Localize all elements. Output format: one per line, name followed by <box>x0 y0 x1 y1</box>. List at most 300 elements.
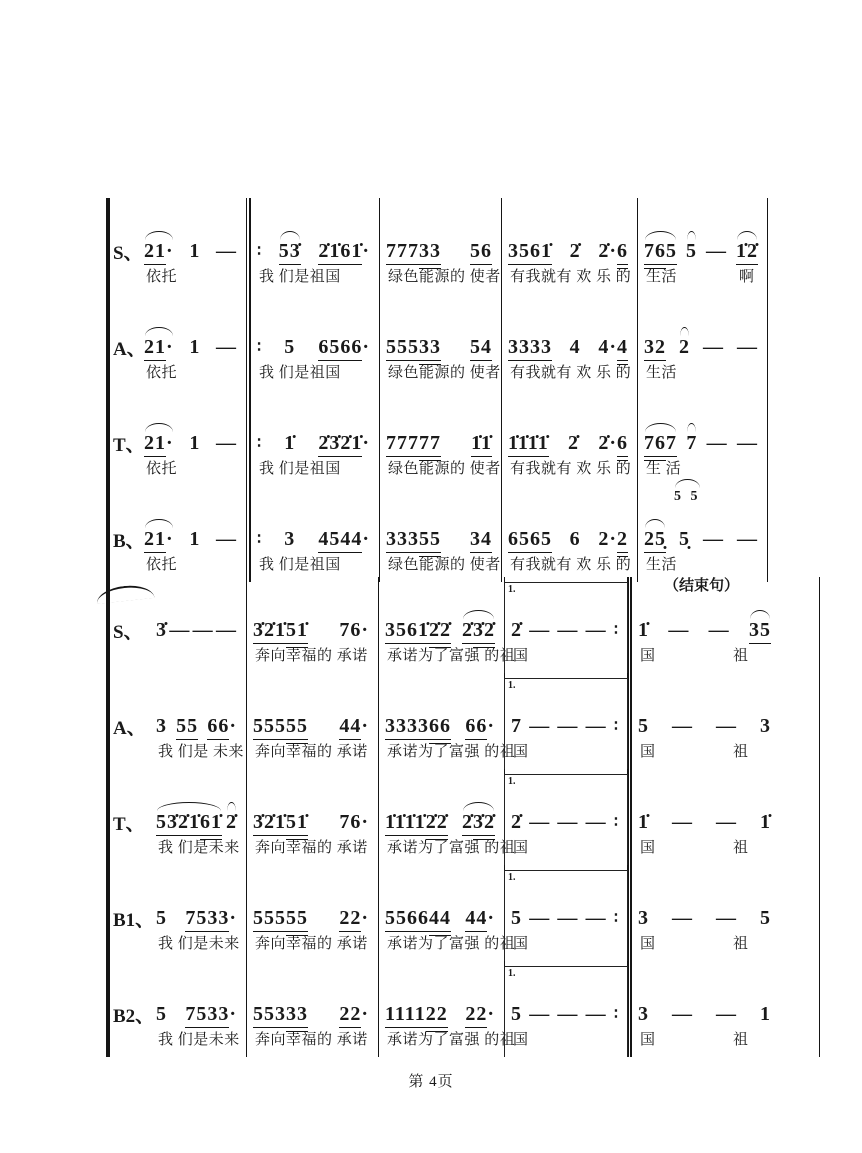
note-group <box>156 620 167 644</box>
note-segment: 66 <box>465 716 487 740</box>
lyric-line: 奔向幸福的 承诺 <box>255 840 368 856</box>
note-segment: · <box>487 715 495 737</box>
notes-line <box>502 529 637 553</box>
note-segment: 3̇2̇ <box>473 812 495 836</box>
lyric-line: 奔向幸福的 承诺 <box>255 1032 368 1048</box>
lyric-line: 国 <box>513 648 529 664</box>
note-segment: — <box>716 1003 737 1025</box>
lyric-line: 有我就有 欢 乐 的 <box>510 365 632 381</box>
note-group <box>339 716 369 740</box>
system-2 <box>106 577 820 1057</box>
measure <box>138 390 247 486</box>
measure <box>632 865 820 961</box>
notes-line <box>138 241 246 265</box>
note-segment: — <box>736 432 758 454</box>
notes-line <box>138 529 246 553</box>
note-segment: 5 <box>284 336 296 358</box>
note-group <box>716 716 737 740</box>
note-group <box>144 529 174 553</box>
note-segment: · <box>361 907 369 929</box>
note-segment: — <box>737 336 758 358</box>
repeat-end-colon: ∶ <box>613 814 618 831</box>
lyric-line: 国 祖 <box>640 744 749 760</box>
note-group <box>176 716 198 740</box>
note-segment: 553 <box>253 1004 286 1028</box>
notes-line <box>138 433 246 457</box>
measure <box>380 390 502 486</box>
note-segment: — <box>585 907 607 929</box>
note-segment: 2̇ <box>462 620 473 644</box>
note-segment: 1̇ <box>638 811 649 833</box>
lyric-line: 国 祖 <box>640 936 749 952</box>
measure <box>638 294 768 390</box>
note-group <box>253 620 308 644</box>
note-segment: 55 <box>176 716 198 740</box>
volta-label: 1. <box>508 872 516 883</box>
notes-line <box>505 908 627 932</box>
note-segment: — <box>585 1003 607 1025</box>
note-segment: 22 <box>465 1004 487 1028</box>
measure <box>138 486 247 582</box>
voice-part-label: S、 <box>113 243 143 264</box>
note-segment: — <box>585 715 607 737</box>
note-segment: 1̇1̇1̇1̇ <box>508 433 549 457</box>
voice-row <box>110 865 820 961</box>
page-number: 第 4页 <box>408 1074 454 1090</box>
notes-line <box>505 1004 627 1028</box>
measure <box>379 673 516 769</box>
note-segment: 1 <box>189 528 201 550</box>
note-segment: 53̇2̇1̇ <box>156 812 200 836</box>
note-group <box>189 433 200 457</box>
notes-line <box>632 908 819 932</box>
note-group <box>511 620 522 644</box>
note-segment: 44 <box>429 908 451 932</box>
note-segment: 3 <box>638 907 649 929</box>
note-segment: 7 <box>666 433 677 457</box>
measure <box>502 198 638 294</box>
lyric-line: 依托 <box>146 557 178 573</box>
note-group <box>586 908 607 932</box>
note-segment: 2̇ <box>569 240 581 262</box>
note-segment: — <box>706 240 727 262</box>
note-segment: 333 <box>386 529 419 553</box>
volta-label: 1. <box>508 680 516 691</box>
note-group <box>668 620 689 644</box>
lyric-line: 国 祖 <box>640 1032 749 1048</box>
note-group <box>760 1004 771 1028</box>
note-segment: 1̇ <box>760 811 771 833</box>
note-segment: 3 <box>638 1003 649 1025</box>
note-group <box>644 433 677 457</box>
notes-line <box>638 433 767 457</box>
note-group <box>386 337 441 361</box>
note-segment: 1111 <box>385 1004 426 1028</box>
note-group <box>511 1004 522 1028</box>
note-group <box>169 620 190 644</box>
note-segment: 33 <box>419 337 441 361</box>
lyric-line: 国 <box>513 744 529 760</box>
repeat-end-colon: ∶ <box>613 718 618 735</box>
note-group <box>686 241 697 265</box>
notes-line <box>380 529 501 553</box>
lyric-line: 依托 <box>146 269 178 285</box>
note-segment: 2̇ <box>568 432 580 454</box>
note-segment: 6566 <box>318 337 362 361</box>
measure <box>150 961 247 1057</box>
notes-line <box>247 812 378 836</box>
note-group <box>672 1004 693 1028</box>
note-segment: 2̇· <box>598 240 617 262</box>
note-group <box>586 812 607 836</box>
note-segment: — <box>557 1003 579 1025</box>
volta-label: 1. <box>508 584 516 595</box>
note-segment: 66 <box>207 716 229 740</box>
note-group <box>193 620 214 644</box>
note-group <box>385 620 451 644</box>
note-group <box>189 241 200 265</box>
note-segment: · <box>362 336 370 358</box>
note-group <box>706 241 727 265</box>
note-segment: 3333 <box>385 716 429 740</box>
note-group <box>144 337 174 361</box>
notes-line <box>505 716 627 740</box>
note-segment: · <box>166 240 174 262</box>
note-segment: 51̇ <box>286 812 308 836</box>
lyric-line: 有我就有 欢 乐 的 <box>510 557 632 573</box>
measure <box>505 865 632 961</box>
notes-line <box>247 908 378 932</box>
note-group <box>703 529 724 553</box>
note-segment: 3 <box>284 528 296 550</box>
note-segment: — <box>215 619 237 641</box>
note-segment: 21 <box>144 433 166 457</box>
note-segment: · <box>166 432 174 454</box>
note-segment: 2̇2̇ <box>429 620 451 644</box>
note-group <box>760 812 771 836</box>
measure <box>150 577 247 673</box>
note-segment: 2̇ <box>511 619 522 641</box>
voice-part-label: T、 <box>113 814 145 835</box>
note-segment: 5566 <box>385 908 429 932</box>
note-segment: 1 <box>189 240 201 262</box>
note-group <box>557 812 578 836</box>
note-group <box>318 241 370 265</box>
note-segment: 54 <box>470 337 492 361</box>
note-group <box>529 908 550 932</box>
lyric-line: 我 们是未来 <box>158 936 240 952</box>
note-group <box>386 529 441 553</box>
note-segment: 1̇1̇1̇1̇ <box>385 812 426 836</box>
note-group <box>716 908 737 932</box>
system-1 <box>106 198 768 582</box>
note-group <box>598 433 628 457</box>
notes-line <box>150 716 246 740</box>
measure <box>632 577 820 673</box>
note-group <box>216 529 237 553</box>
measure <box>249 294 380 390</box>
note-group <box>465 1004 495 1028</box>
note-group <box>672 908 693 932</box>
note-segment: 6 <box>617 241 628 265</box>
measure <box>150 769 247 865</box>
lyric-line: 生活 <box>646 557 678 573</box>
note-segment: 5 <box>666 241 677 265</box>
measure <box>505 961 632 1057</box>
notes-line <box>632 620 819 644</box>
note-segment: 2 <box>617 529 628 553</box>
ending-section-label: （结束句） <box>664 578 740 594</box>
note-segment: 2̇· <box>598 432 617 454</box>
note-segment: 2̇ <box>511 811 522 833</box>
note-group <box>279 241 301 265</box>
voice-part-label: A、 <box>113 718 146 739</box>
note-group <box>508 529 552 553</box>
note-group <box>144 241 174 265</box>
note-segment: 34 <box>470 529 492 553</box>
note-segment: — <box>557 715 579 737</box>
note-segment: — <box>672 715 693 737</box>
note-group <box>737 337 758 361</box>
note-segment: 555 <box>386 337 419 361</box>
volta-label: 1. <box>508 776 516 787</box>
lyric-line: 我 们是祖国 <box>259 461 341 477</box>
note-group <box>284 337 295 361</box>
grace-notes: 5 5 <box>674 489 701 504</box>
note-segment: — <box>737 528 758 550</box>
notes-line <box>138 337 246 361</box>
voice-row <box>110 577 820 673</box>
notes-line <box>150 620 246 644</box>
measure <box>150 673 247 769</box>
note-segment: 3 <box>760 715 771 737</box>
note-group <box>760 908 771 932</box>
note-group <box>189 529 200 553</box>
note-segment: 76· <box>339 619 369 641</box>
note-group <box>318 433 370 457</box>
note-segment: 4· <box>598 336 617 358</box>
note-group <box>226 812 237 836</box>
note-segment: 56 <box>470 241 492 265</box>
measure <box>380 294 502 390</box>
note-group <box>462 620 495 644</box>
note-segment: 76 <box>644 433 666 457</box>
note-segment: 2 <box>679 336 690 358</box>
measure <box>505 769 632 865</box>
note-segment: · <box>487 907 495 929</box>
notes-line <box>379 812 504 836</box>
note-segment: · <box>361 1003 369 1025</box>
lyric-line: 绿色能源的 使者 <box>388 269 501 285</box>
note-group <box>144 433 174 457</box>
lyric-line: 国 祖 <box>640 840 749 856</box>
note-segment: 3561̇ <box>385 620 429 644</box>
lyric-line: 国 <box>513 840 529 856</box>
note-segment: 555 <box>253 908 286 932</box>
note-segment: — <box>529 1003 551 1025</box>
measure <box>150 865 247 961</box>
note-segment: 21 <box>144 337 166 361</box>
notes-line <box>502 337 637 361</box>
lyric-line: 承诺为了富强 的祖 <box>387 1032 516 1048</box>
note-group <box>749 620 771 644</box>
note-group <box>644 337 666 361</box>
note-segment: 76· <box>339 811 369 833</box>
lyric-line: 我 们是祖国 <box>259 557 341 573</box>
note-segment: 44 <box>465 908 487 932</box>
note-group <box>672 716 693 740</box>
notes-line <box>251 529 379 553</box>
note-group <box>703 337 724 361</box>
measure <box>247 673 379 769</box>
note-group <box>284 433 295 457</box>
note-segment: — <box>529 715 551 737</box>
note-segment: 4 <box>569 336 581 358</box>
note-group <box>686 433 697 457</box>
notes-line <box>251 433 379 457</box>
measure <box>379 769 516 865</box>
note-segment: 2̇1̇61̇ <box>318 241 362 265</box>
note-segment: 5 <box>511 1003 522 1025</box>
notes-line <box>247 620 378 644</box>
note-group <box>529 1004 550 1028</box>
notes-line <box>505 812 627 836</box>
note-group <box>156 908 167 932</box>
note-segment: — <box>192 619 214 641</box>
notes-line <box>632 812 819 836</box>
lyric-line: 国 祖 <box>640 648 749 664</box>
repeat-begin-colon: ∶ <box>257 531 262 548</box>
note-segment: 5 <box>156 907 167 929</box>
note-group <box>529 716 550 740</box>
note-group <box>716 1004 737 1028</box>
note-segment: — <box>215 432 237 454</box>
lyric-line: 我 们是未来 <box>158 1032 240 1048</box>
note-group <box>253 908 308 932</box>
note-segment: 1̇ <box>284 432 296 454</box>
note-segment: — <box>529 619 551 641</box>
note-group <box>598 337 628 361</box>
note-segment: 3̇2̇ <box>473 620 495 644</box>
notes-line <box>380 241 501 265</box>
note-segment: 4544 <box>318 529 362 553</box>
note-segment: 1 <box>189 336 201 358</box>
note-group <box>470 241 492 265</box>
note-group <box>557 716 578 740</box>
lyric-line: 我 们是 未来 <box>158 744 245 760</box>
note-segment: 44 <box>339 716 361 740</box>
note-segment: — <box>557 619 579 641</box>
repeat-begin-colon: ∶ <box>257 243 262 260</box>
measure <box>638 198 768 294</box>
lyric-line: 我 们是祖国 <box>259 365 341 381</box>
note-group <box>672 812 693 836</box>
note-segment: 6 <box>569 528 581 550</box>
note-group <box>679 529 690 553</box>
note-group <box>339 812 369 836</box>
note-group <box>679 337 690 361</box>
voice-part-label: B、 <box>113 531 145 552</box>
note-group <box>638 908 649 932</box>
note-group <box>638 1004 649 1028</box>
notes-line <box>502 241 637 265</box>
notes-line <box>379 1004 504 1028</box>
measure <box>505 577 632 673</box>
note-group <box>156 1004 167 1028</box>
note-group <box>156 812 222 836</box>
note-segment: 5 <box>760 907 771 929</box>
note-group <box>598 529 628 553</box>
note-segment: 1 <box>760 1003 771 1025</box>
note-group <box>508 433 549 457</box>
note-segment: — <box>529 907 551 929</box>
lyric-line: 承诺为了富强 的祖 <box>387 648 516 664</box>
note-group <box>716 812 737 836</box>
note-segment: · <box>166 336 174 358</box>
note-segment: 22 <box>339 1004 361 1028</box>
measure <box>138 198 247 294</box>
note-segment: 5 <box>686 240 697 262</box>
note-group <box>253 812 308 836</box>
measure <box>632 961 820 1057</box>
voice-row <box>110 486 768 582</box>
note-group <box>216 241 237 265</box>
note-group <box>557 620 578 644</box>
measure <box>138 294 247 390</box>
voice-row <box>110 198 768 294</box>
lyric-line: 绿色能源的 使者 <box>388 557 501 573</box>
note-group <box>185 1004 237 1028</box>
notes-line <box>251 241 379 265</box>
voice-row <box>110 673 820 769</box>
repeat-end-colon: ∶ <box>613 622 618 639</box>
note-group <box>470 337 492 361</box>
note-group <box>284 529 295 553</box>
voice-row <box>110 294 768 390</box>
note-segment: 5 <box>638 715 649 737</box>
note-group <box>570 529 581 553</box>
note-group <box>737 433 758 457</box>
note-group <box>568 433 579 457</box>
note-segment: 777 <box>386 241 419 265</box>
lyric-line: 依托 <box>146 365 178 381</box>
note-segment: 3̇2̇1̇ <box>253 812 286 836</box>
lyric-line: 依托 <box>146 461 178 477</box>
note-segment: — <box>557 811 579 833</box>
note-segment: 5̣ <box>679 528 690 550</box>
note-group <box>216 433 237 457</box>
note-group <box>707 433 728 457</box>
note-segment: 22 <box>339 908 361 932</box>
note-segment: · <box>362 528 370 550</box>
note-segment: · <box>487 1003 495 1025</box>
notes-line <box>247 716 378 740</box>
note-segment: 7 <box>511 715 522 737</box>
notes-line <box>502 433 637 457</box>
measure <box>247 769 379 865</box>
notes-line <box>380 433 501 457</box>
note-segment: 33 <box>419 241 441 265</box>
lyric-line: 我 们是祖国 <box>259 269 341 285</box>
note-group <box>586 620 607 644</box>
notes-line <box>380 337 501 361</box>
note-segment: — <box>672 907 693 929</box>
note-group <box>529 812 550 836</box>
measure <box>247 961 379 1057</box>
note-segment: — <box>703 528 724 550</box>
note-segment: · <box>361 715 369 737</box>
note-segment: — <box>672 1003 693 1025</box>
